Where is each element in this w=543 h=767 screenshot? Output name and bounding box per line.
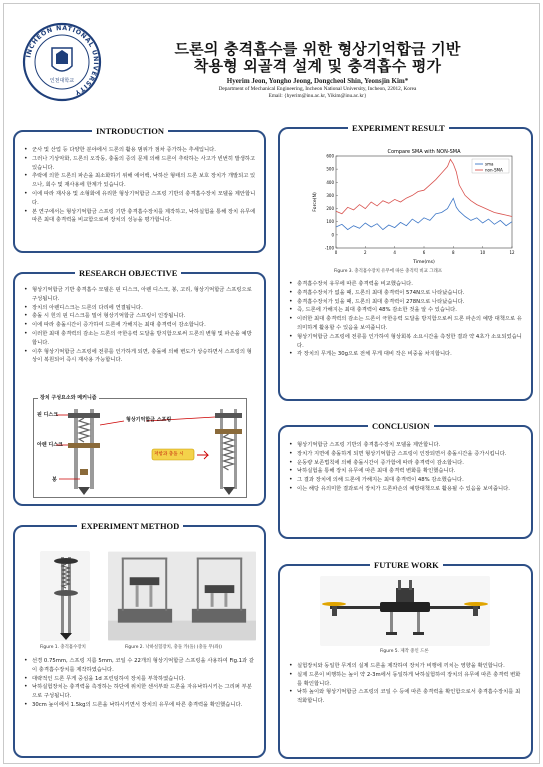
figure1-caption: Figure 1. 충격흡수장치 [40, 645, 86, 650]
list-item: • 30cm 높이에서 1.5kg의 드론을 낙하시키면서 장치의 유무에 따른 충격력을 확인했습니다. [23, 701, 256, 710]
introduction-panel [13, 126, 266, 253]
list-item: • 형상기억합금 스프링 기반의 충격흡수장치 모델을 제안합니다. [288, 441, 523, 450]
figure5-caption: Figure 5. 제작 중인 드론 [380, 649, 429, 654]
affiliation: Department of Mechanical Engineering, Incheon National University, Incheon, 22012, Korea [218, 86, 417, 92]
list-item: • 각 장치의 무게는 30g으로 전체 무게 대비 작은 비중을 차지합니다. [288, 350, 523, 359]
y-tick-label: 0 [331, 232, 334, 238]
future-work-panel [278, 560, 533, 759]
list-item: • 이는 해당 유의미한 결과로서 장치가 드론파손의 예방대책으로 활용될 수 있음을 보여줍니다. [288, 485, 523, 494]
logo-inner-text: 인천대학교 [49, 78, 75, 84]
list-item: • 형상기억합금 스프링에 전류를 인가하여 형상회복 소요시간을 측정한 결과 약 4초가 소요되었습니다. [288, 333, 523, 351]
y-tick-label: 500 [326, 166, 334, 172]
list-item: • 이러한 최대 충격력의 감소는 드론의 극한응력 도달을 방지함으로써 드론의 변형 및 파손을 예방합니다. [23, 330, 256, 348]
y-tick-label: 300 [326, 192, 334, 198]
poster-title-line1: 드론의 충격흡수를 위한 형상기억합금 기반 [174, 40, 461, 58]
y-axis-label: Force(N) [313, 192, 318, 212]
list-item: • 충격흡수장치 유무에 따른 충격력을 비교했습니다. [288, 280, 523, 289]
list-item: • 형상기억합금 기반 충격흡수 모델은 핀 디스크, 아렌 디스크, 봉, 고리, 형상기억합금 스프링으로 구성됩니다. [23, 286, 256, 304]
university-logo [22, 22, 102, 102]
research-objective-panel [13, 268, 266, 506]
y-tick-label: 600 [326, 153, 334, 159]
research-objective-list [23, 286, 256, 365]
list-item: • 낙하 높이와 형상기억합금 스프링의 코일 수 등에 따른 충격력을 확인함으로서 충격흡수장치를 최적화합니다. [288, 688, 523, 706]
logo-ring-text: INCHEON NATIONAL UNIVERSITY [25, 24, 100, 97]
label-rod: 봉 [52, 477, 57, 483]
research-objective-heading: RESEARCH OBJECTIVE [75, 268, 181, 278]
y-tick-label: 400 [326, 179, 334, 185]
label-sma-spring: 형상기억합금 스프링 [126, 417, 172, 423]
label-arm-disk: 아렌 디스크 [37, 442, 63, 448]
experiment-method-list [23, 657, 256, 710]
future-work-list [288, 662, 523, 706]
poster-title-line2: 착용형 외골격 설계 및 충격흡수 평가 [193, 57, 442, 75]
list-item: • 군사 및 산업 등 다양한 분야에서 드론의 활용 범위가 점차 증가하는 추세입니다. [23, 146, 256, 155]
conclusion-heading: CONCLUSION [368, 421, 434, 431]
experiment-result-panel [278, 123, 533, 401]
legend-label: sma [485, 161, 494, 167]
list-item: • 이후 형상기억합금 스프링에 전류를 인가하게 되면, 충돌에 의해 변도가 상승하면서 스프링의 형상이 복원되어 즉시 재사용 가능합니다. [23, 348, 256, 366]
list-item: • 선경 0.75mm, 스프링 지름 5mm, 코일 수 22개의 형상기억합금 스프링을 사용하여 Fig.1과 같이 충격흡수장치를 제작하였습니다. [23, 657, 256, 675]
drop-test-photo [108, 551, 256, 641]
mechanism-figure-title: 장치 구성요소와 메커니즘 [40, 395, 97, 401]
conclusion-list [288, 441, 523, 494]
mechanism-figure [33, 395, 247, 498]
experiment-method-panel [13, 521, 266, 758]
label-current: 저항과 충돌 시 [154, 452, 184, 457]
x-tick-label: 8 [452, 250, 455, 255]
list-item: • 충격흡수장치가 있을 때, 드론의 최대 충격력이 278N으로 나타났습니다. [288, 298, 523, 307]
mechanism-illustration [34, 399, 248, 499]
shock-absorber-photo [40, 551, 90, 641]
list-item: • 충돌 시 힌의 핀 디스크를 밀어 형상기억합금 스프링이 인장됩니다. [23, 312, 256, 321]
experiment-result-list [288, 280, 523, 359]
list-item: • 실험장치와 동일한 무게의 실제 드론을 제작하여 장치가 비행에 끼치는 영향을 확인합니다. [288, 662, 523, 671]
y-tick-label: 200 [326, 206, 334, 212]
list-item: • 낙하실험을 통해 장치 유무에 따른 최대 충격력 변화를 확인했습니다. [288, 467, 523, 476]
list-item: • 충격흡수장치가 없을 때, 드론의 최대 충격력이 574N으로 나타났습니다. [288, 289, 523, 298]
list-item: • 본 연구에서는 형상기억합금 스프링 기반 충격흡수장치를 제작하고, 낙하실험을 통해 장치 유무에 따른 최대 충격력을 비교함으로써 장치의 성능을 평가합니다. [23, 208, 256, 226]
list-item: • 이에 따라 재사용 및 소형화에 유리한 형상기억합금 스프링 기반의 충격흡수장치 모델을 제안합니다. [23, 190, 256, 208]
list-item: • 그 결과 장치에 의해 드론에 가해지는 최대 충격력이 48% 감소했습니다. [288, 476, 523, 485]
list-item: • 이러한 최대 충격력의 감소는 드론이 극한응력 도달을 방지함으로써 드론 파손의 예방 대책으로 유의미하게 활용할 수 있음을 보여줍니다. [288, 315, 523, 333]
future-work-heading: FUTURE WORK [370, 560, 443, 570]
legend-label: non-SMA [485, 167, 503, 173]
introduction-heading: INTRODUCTION [92, 126, 168, 136]
figure3-caption: Figure 3. 충격흡수장치 유무에 따른 충격력 비교 그래프 [334, 269, 442, 274]
x-tick-label: 4 [393, 250, 396, 255]
y-tick-label: -100 [324, 245, 334, 251]
experiment-method-heading: EXPERIMENT METHOD [77, 521, 183, 531]
list-item: • 장치의 아렌디스크는 드론의 다리에 연결됩니다. [23, 304, 256, 313]
label-pin-disk: 핀 디스크 [37, 412, 59, 418]
experiment-result-heading: EXPERIMENT RESULT [348, 123, 449, 133]
x-tick-label: 6 [422, 250, 426, 255]
authors: Hyerim Jeon, Yongho Jeong, Dongcheol Shin, Yeonsjin Kim* [226, 77, 409, 85]
list-item: • 운동량 보존법칙에 의해 충돌시간이 증가함에 따라 충격력이 감소합니다. [288, 459, 523, 468]
list-item: • 장치가 지면에 충돌하게 되면 형상기억합금 스프링이 인장되면서 충돌시간을 증가시킵니다. [288, 450, 523, 459]
list-item: • 낙하실험장치는 충격력을 측정하는 하단에 위치한 센서부와 드론을 자유낙하시키는 그리퍼 부분으로 구성됩니다. [23, 683, 256, 701]
conclusion-panel [278, 421, 533, 539]
y-tick-label: 100 [326, 219, 334, 225]
figure2-caption: Figure 2. 낙하실험장치, 충돌 카(돌) (충돌 무(좌)) [125, 645, 223, 650]
list-item: • 즉, 드론에 가해지는 최대 충격력이 48% 감소한 것을 알 수 있습니다. [288, 306, 523, 315]
list-item: • 실제 드론이 비행하는 높이 약 2-3m에서 동일하게 낙하실험하여 장치의 유무에 따른 충격력 변화를 확인합니다. [288, 671, 523, 689]
list-item: • 이에 따라 충돌시간이 증가하여 드론에 가해지는 최대 충격력이 감소합니다. [23, 321, 256, 330]
list-item: • 대략적인 드론 무게 중심을 1d 프린팅하여 장치를 부착하였습니다. [23, 675, 256, 684]
x-tick-label: 10 [480, 250, 486, 255]
email: Email: {hyerim@inu.ac.kr, Yikim@inu.ac.kr} [268, 93, 367, 99]
x-tick-label: 12 [509, 250, 515, 255]
force-comparison-chart [310, 146, 520, 266]
x-axis-label: Time(ms) [413, 260, 435, 265]
introduction-list [23, 146, 256, 225]
chart-legend [472, 159, 509, 173]
list-item: • 추락에 의한 드론의 파손을 최소화하기 위해 에어백, 낙하산 형태의 드론 보호 장치가 개발되고 있으나, 회수 및 재사용에 한계가 있습니다. [23, 172, 256, 190]
drone-photo [320, 576, 490, 646]
chart-title: Compare SMA with NON-SMA [387, 149, 461, 155]
poster-frame [3, 3, 540, 764]
x-tick-label: 0 [334, 250, 338, 255]
x-tick-label: 2 [364, 250, 367, 255]
list-item: • 그러나 기상악화, 드론의 오작동, 충돌의 증의 문제 의해 드론이 추락하는 사고가 빈번히 발생하고 있습니다. [23, 155, 256, 173]
